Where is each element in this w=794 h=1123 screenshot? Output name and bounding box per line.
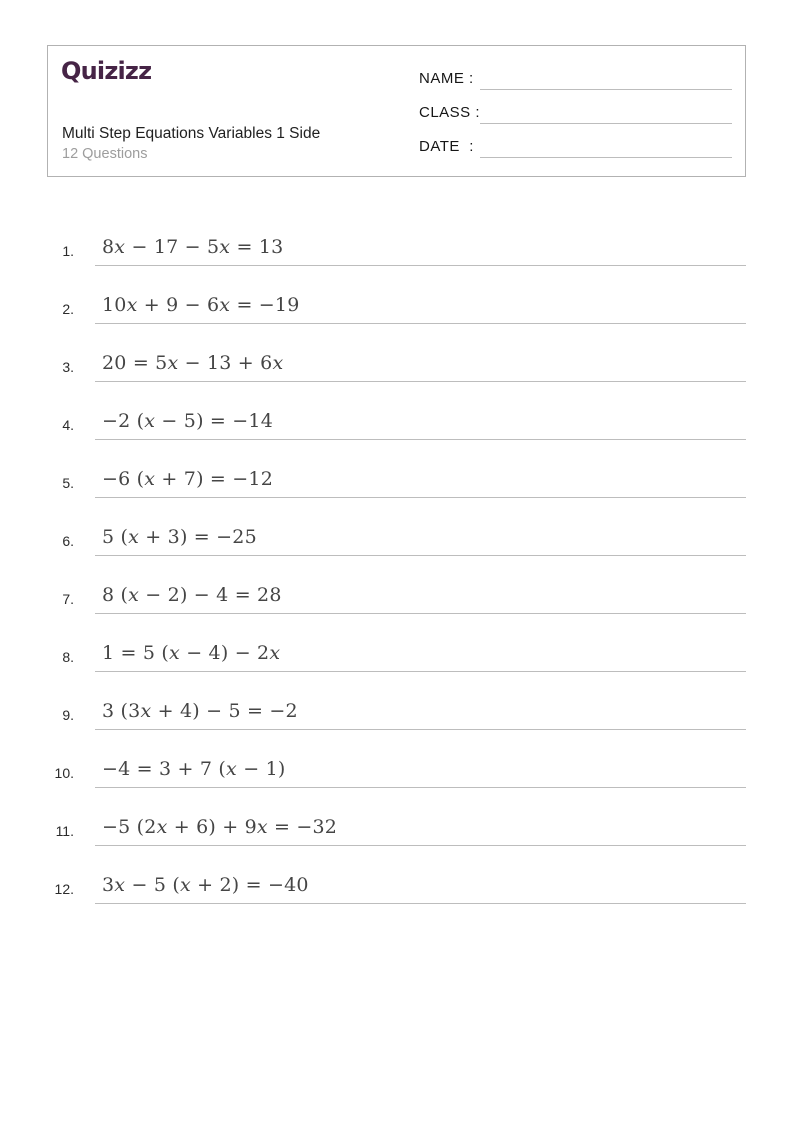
- question-number: 9.: [62, 707, 74, 723]
- question-row: [47, 344, 746, 402]
- question-row: [47, 402, 746, 460]
- question-equation: 5 (x + 3) = −25: [95, 525, 746, 556]
- question-number: 5.: [62, 475, 74, 491]
- date-field-row: [419, 132, 732, 166]
- question-number: 3.: [62, 359, 74, 375]
- name-label: NAME :: [419, 70, 474, 87]
- question-equation: 3x − 5 (x + 2) = −40: [95, 873, 746, 904]
- question-equation: −6 (x + 7) = −12: [95, 467, 746, 498]
- question-number: 8.: [62, 649, 74, 665]
- question-row: [47, 228, 746, 286]
- question-number: 7.: [62, 591, 74, 607]
- name-field-row: [419, 64, 732, 98]
- question-equation: −4 = 3 + 7 (x − 1): [95, 757, 746, 788]
- question-number: 11.: [55, 823, 74, 839]
- question-row: [47, 866, 746, 924]
- question-count: 12 Questions: [62, 146, 148, 162]
- question-row: [47, 634, 746, 692]
- question-row: [47, 576, 746, 634]
- quizizz-logo: Quizizz: [61, 57, 152, 85]
- question-number: 6.: [62, 533, 74, 549]
- student-info-fields: [419, 64, 732, 166]
- worksheet-title: Multi Step Equations Variables 1 Side: [62, 125, 321, 142]
- class-label: CLASS :: [419, 104, 481, 121]
- question-equation: −2 (x − 5) = −14: [95, 409, 746, 440]
- question-list: [47, 228, 746, 924]
- class-blank-line: [480, 123, 732, 124]
- question-number: 4.: [62, 417, 74, 433]
- question-number: 2.: [62, 301, 74, 317]
- question-equation: −5 (2x + 6) + 9x = −32: [95, 815, 746, 846]
- question-row: [47, 286, 746, 344]
- question-equation: 8 (x − 2) − 4 = 28: [95, 583, 746, 614]
- question-number: 1.: [62, 243, 74, 259]
- question-number: 12.: [54, 881, 74, 897]
- question-equation: 20 = 5x − 13 + 6x: [95, 351, 746, 382]
- question-row: [47, 692, 746, 750]
- question-row: [47, 750, 746, 808]
- question-equation: 1 = 5 (x − 4) − 2x: [95, 641, 746, 672]
- question-equation: 10x + 9 − 6x = −19: [95, 293, 746, 324]
- date-blank-line: [480, 157, 732, 158]
- name-blank-line: [480, 89, 732, 90]
- question-row: [47, 460, 746, 518]
- class-field-row: [419, 98, 732, 132]
- question-row: [47, 518, 746, 576]
- question-number: 10.: [54, 765, 74, 781]
- question-equation: 3 (3x + 4) − 5 = −2: [95, 699, 746, 730]
- question-equation: 8x − 17 − 5x = 13: [95, 235, 746, 266]
- question-row: [47, 808, 746, 866]
- worksheet-header-card: [47, 45, 746, 177]
- date-label: DATE :: [419, 138, 474, 155]
